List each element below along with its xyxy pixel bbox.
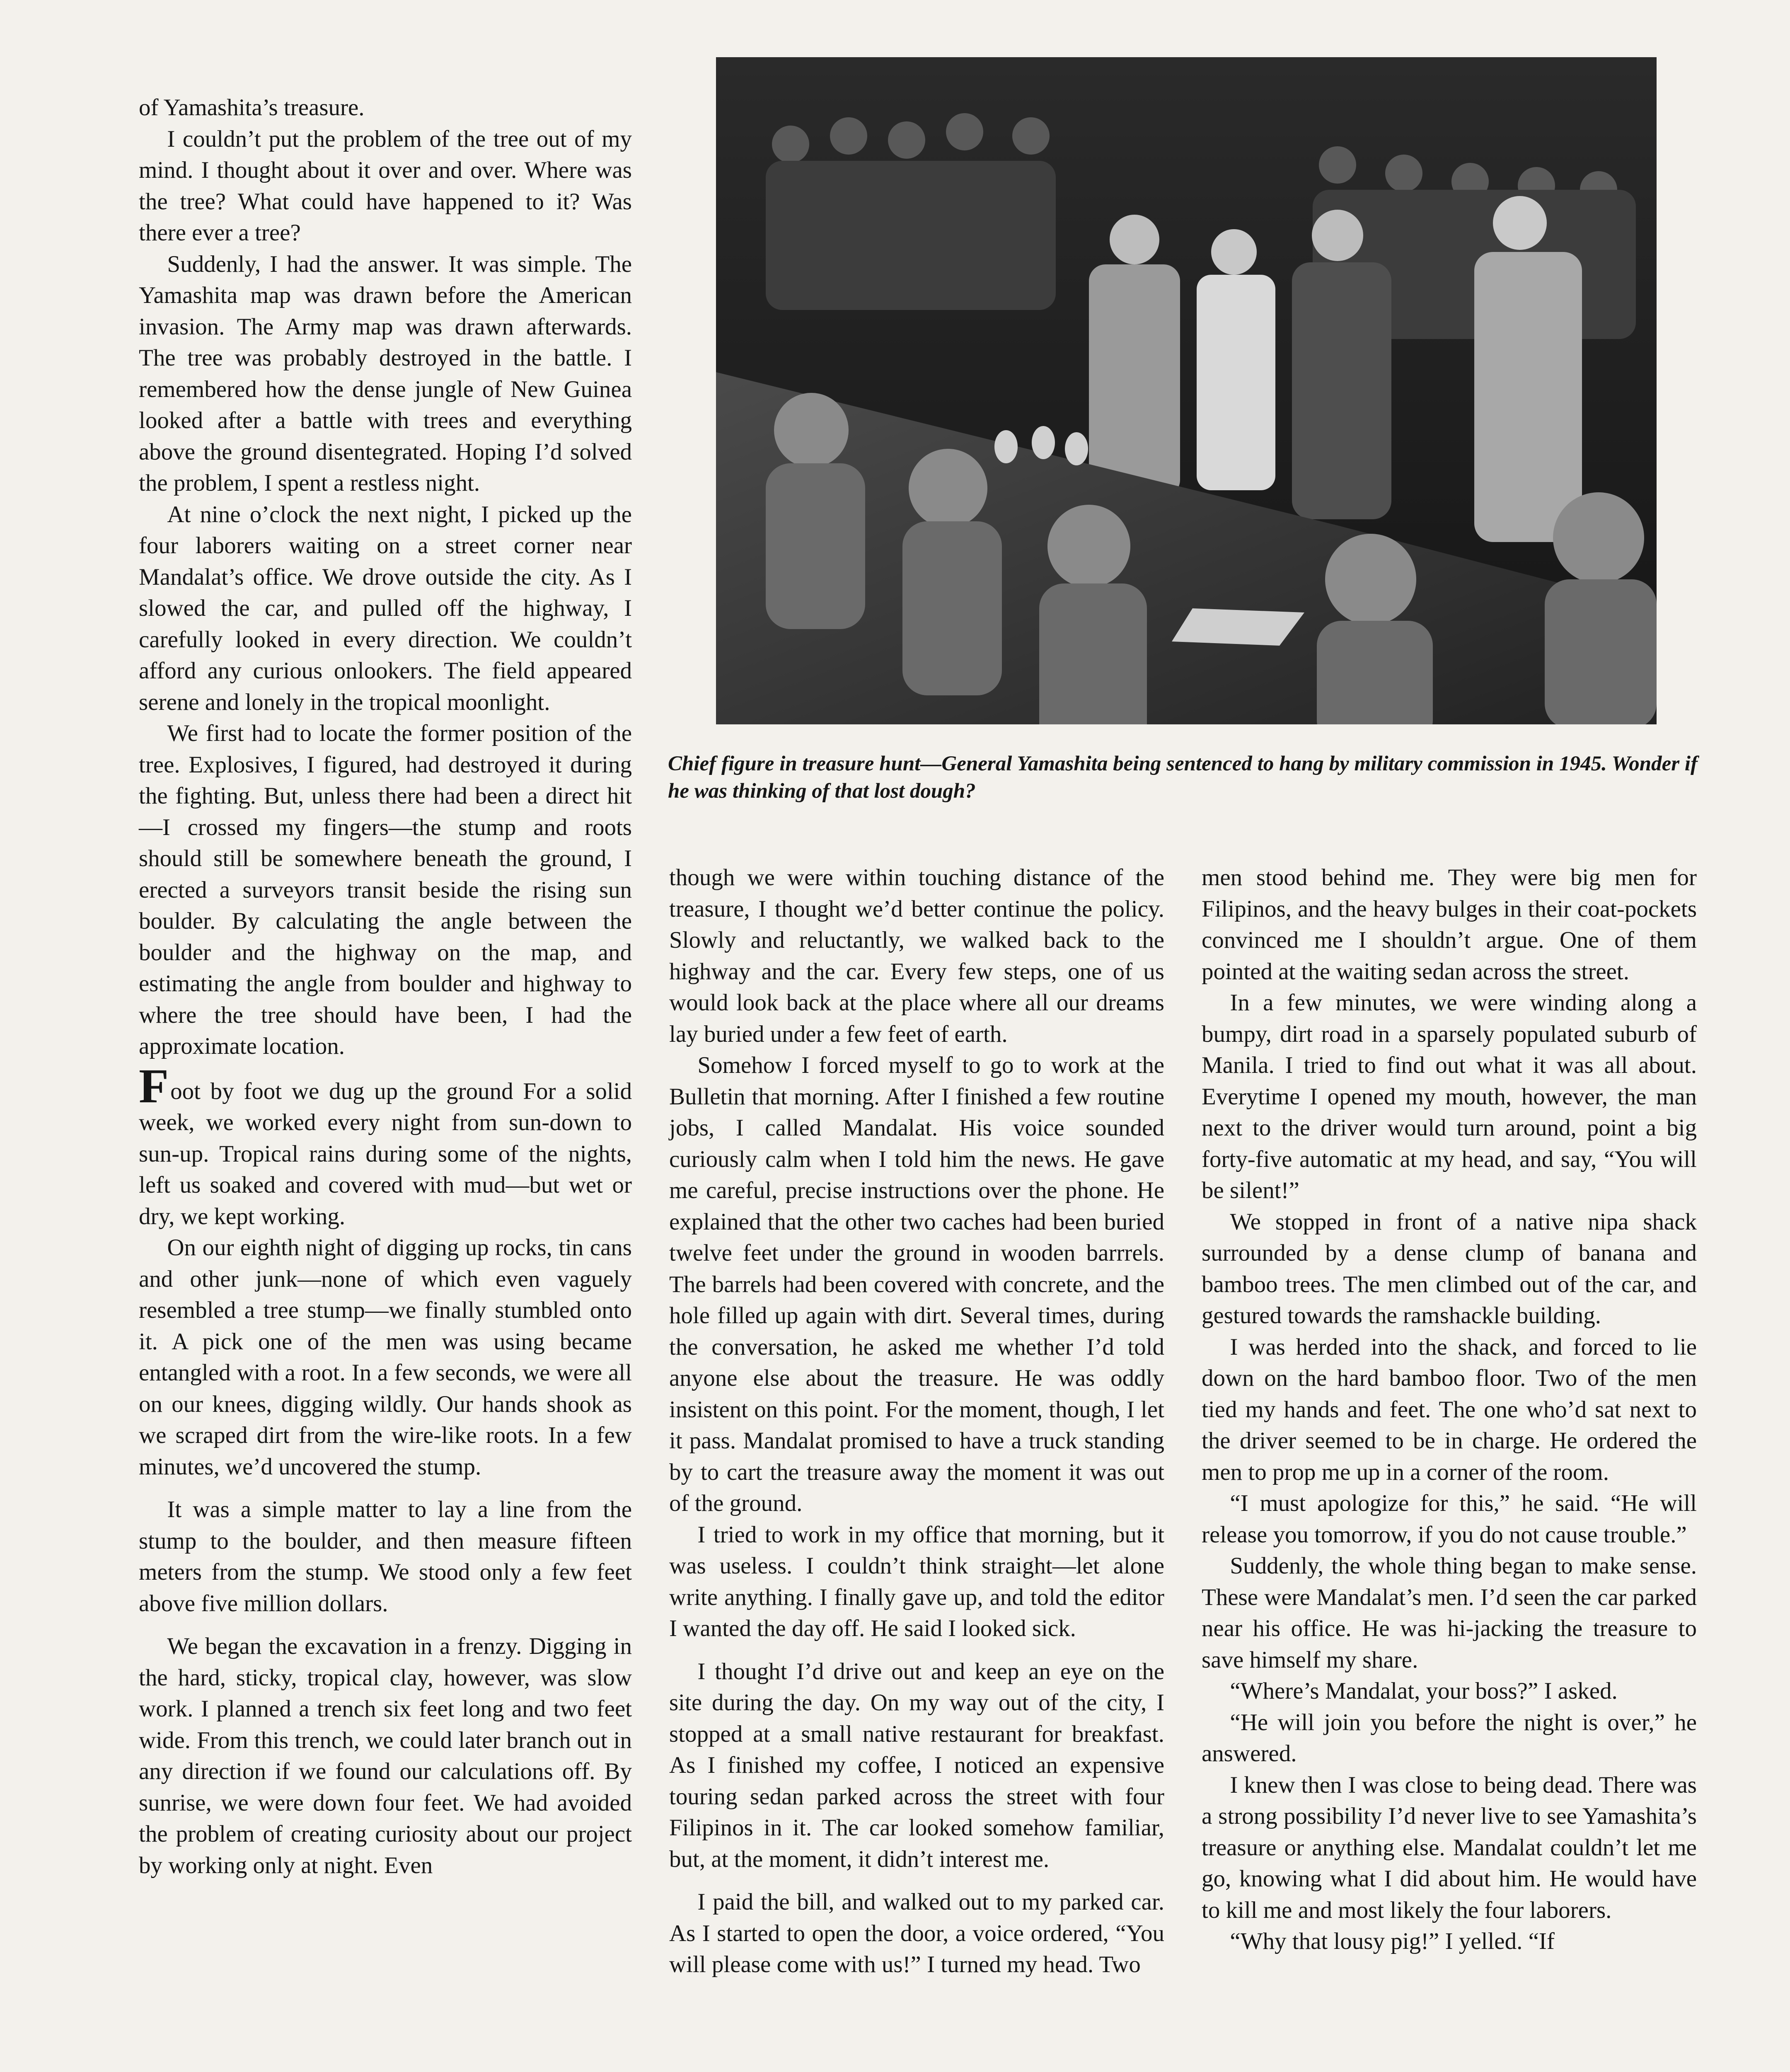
courtroom-photo bbox=[716, 57, 1657, 724]
paragraph: I paid the bill, and walked out to my parked car. As I started to open the door, a voice ordered, “You will please come with us!” I turned my head. Two bbox=[669, 1889, 1164, 1978]
paragraph: In a few minutes, we were winding along a bumpy, dirt road in a sparsely populated suburb of Manila. I tried to find out what it was all about. Everytime I opened my mouth, however, the man next to the driver would turn around, point a big forty-five automatic at my head, and say, “You will be silent!” bbox=[1202, 990, 1697, 1203]
photo-illustration bbox=[716, 57, 1657, 724]
article-column-2 bbox=[669, 862, 1164, 1980]
paragraph: Suddenly, I had the answer. It was simple. The Yamashita map was drawn before the American invasion. The Army map was drawn afterwards. The tree was probably destroyed in the battle. I remembered how the dense jungle of New Guinea looked after a battle with trees and everything above the ground disentegrated. Hoping I’d solved the problem, I spent a restless night. bbox=[139, 251, 632, 496]
photo-caption: Chief figure in treasure hunt—General Yamashita being sentenced to hang by military commission in 1945. Wonder if he was thinking of that lost dough? bbox=[668, 752, 1698, 803]
paragraph: At nine o’clock the next night, I picked up the four laborers waiting on a street corner near Mandalat’s office. We drove outside the city. As I slowed the car, and pulled off the highway, I carefully looked in every direction. We couldn’t afford any curious onlookers. The field appeared serene and lonely in the tropical moonlight. bbox=[139, 501, 632, 715]
paragraph: of Yamashita’s treasure. bbox=[139, 94, 365, 121]
article-column-3 bbox=[1202, 862, 1697, 1957]
paragraph-text: oot by foot we dug up the ground For a solid week, we worked every night from sun-down to sun-up. Tropical rains during some of the nights, left us soaked and covered with mud—but wet or dry, we kept working. bbox=[139, 1078, 632, 1230]
paragraph: I was herded into the shack, and forced to lie down on the hard bamboo floor. Two of the men tied my hands and feet. The one who’d sat next to the driver seemed to be in charge. He ordered the men to prop me up in a corner of the room. bbox=[1202, 1334, 1697, 1485]
paragraph: “I must apologize for this,” he said. “He will release you tomorrow, if you do not cause trouble.” bbox=[1202, 1490, 1697, 1548]
paragraph: “Why that lousy pig!” I yelled. “If bbox=[1230, 1928, 1555, 1954]
paragraph: It was a simple matter to lay a line from the stump to the boulder, and then measure fifteen meters from the stump. We stood only a few feet above five million dollars. bbox=[139, 1496, 632, 1617]
paragraph: I tried to work in my office that morning, but it was useless. I couldn’t think straight—let alone write anything. I finally gave up, and told the editor I wanted the day off. He said I looked sick. bbox=[669, 1521, 1164, 1641]
paragraph: I knew then I was close to being dead. There was a strong possibility I’d never live to see Yamashita’s treasure or anything else. Mandalat couldn’t let me go, knowing what I did about him. He would have to kill me and most likely the four laborers. bbox=[1202, 1772, 1697, 1923]
drop-cap: F bbox=[139, 1058, 169, 1113]
paragraph: I couldn’t put the problem of the tree out of my mind. I thought about it over and over. Where was the tree? What could have happened to it? Was there ever a tree? bbox=[139, 126, 632, 246]
paragraph: I thought I’d drive out and keep an eye on the site during the day. On my way out of the city, I stopped at a small native restaurant for breakfast. As I finished my coffee, I noticed an expensive touring sedan parked across the street with four Filipinos in it. The car looked somehow familiar, but, at the moment, it didn’t interest me. bbox=[669, 1658, 1164, 1872]
paragraph: We began the excavation in a frenzy. Digging in the hard, sticky, tropical clay, however, was slow work. I planned a trench six feet long and two feet wide. From this trench, we could later branch out in any direction if we found our calculations off. By sunrise, we were down four feet. We had avoided the problem of creating curiosity about our project by working only at night. Even bbox=[139, 1633, 632, 1878]
section-start-paragraph bbox=[139, 1058, 632, 1232]
paragraph: We stopped in front of a native nipa shack surrounded by a dense clump of banana and bamboo trees. The men climbed out of the car, and gestured towards the ramshackle building. bbox=[1202, 1208, 1697, 1329]
paragraph: Somehow I forced myself to go to work at the Bulletin that morning. After I finished a few routine jobs, I called Mandalat. His voice sounded curiously calm when I told him the news. He gave me careful, precise instructions over the phone. He explained that the other two caches had been buried twelve feet under the ground in wooden barrrels. The barrels had been covered with concrete, and the hole filled up again with dirt. Several times, during the conversation, he asked me whether I’d told anyone else about the treasure. He was oddly insistent on this point. For the moment, though, I let it pass. Mandalat promised to have a truck standing by to cart the treasure away the moment it was out of the ground. bbox=[669, 1052, 1164, 1516]
paragraph: We first had to locate the former position of the tree. Explosives, I figured, had destroyed it during the fighting. But, unless there had been a direct hit—I crossed my fingers—the stump and roots should still be somewhere beneath the ground, I erected a surveyors transit beside the rising sun boulder. By calculating the angle between the boulder and the highway on the map, and estimating the angle from boulder and highway to where the tree should have been, I had the approximate location. bbox=[139, 720, 632, 1059]
paragraph: Suddenly, the whole thing began to make sense. These were Mandalat’s men. I’d seen the car parked near his office. He was hi-jacking the treasure to save himself my share. bbox=[1202, 1553, 1697, 1673]
paragraph: “Where’s Mandalat, your boss?” I asked. bbox=[1230, 1678, 1618, 1704]
article-column-1 bbox=[139, 92, 632, 1881]
paragraph: On our eighth night of digging up rocks, tin cans and other junk—none of which even vaguely resembled a tree stump—we finally stumbled onto it. A pick one of the men was using became entangled with a root. In a few seconds, we were all on our knees, digging wildly. Our hands shook as we scraped dirt from the wire-like roots. In a few minutes, we’d uncovered the stump. bbox=[139, 1234, 632, 1480]
paragraph: “He will join you before the night is over,” he answered. bbox=[1202, 1709, 1697, 1767]
paragraph: men stood behind me. They were big men for Filipinos, and the heavy bulges in their coat-pockets convinced me I shouldn’t argue. One of them pointed at the waiting sedan across the street. bbox=[1202, 864, 1697, 985]
paragraph: though we were within touching distance of the treasure, I thought we’d better continue the policy. Slowly and reluctantly, we walked back to the highway and the car. Every few steps, one of us would look back at the place where all our dreams lay buried under a few feet of earth. bbox=[669, 864, 1164, 1047]
